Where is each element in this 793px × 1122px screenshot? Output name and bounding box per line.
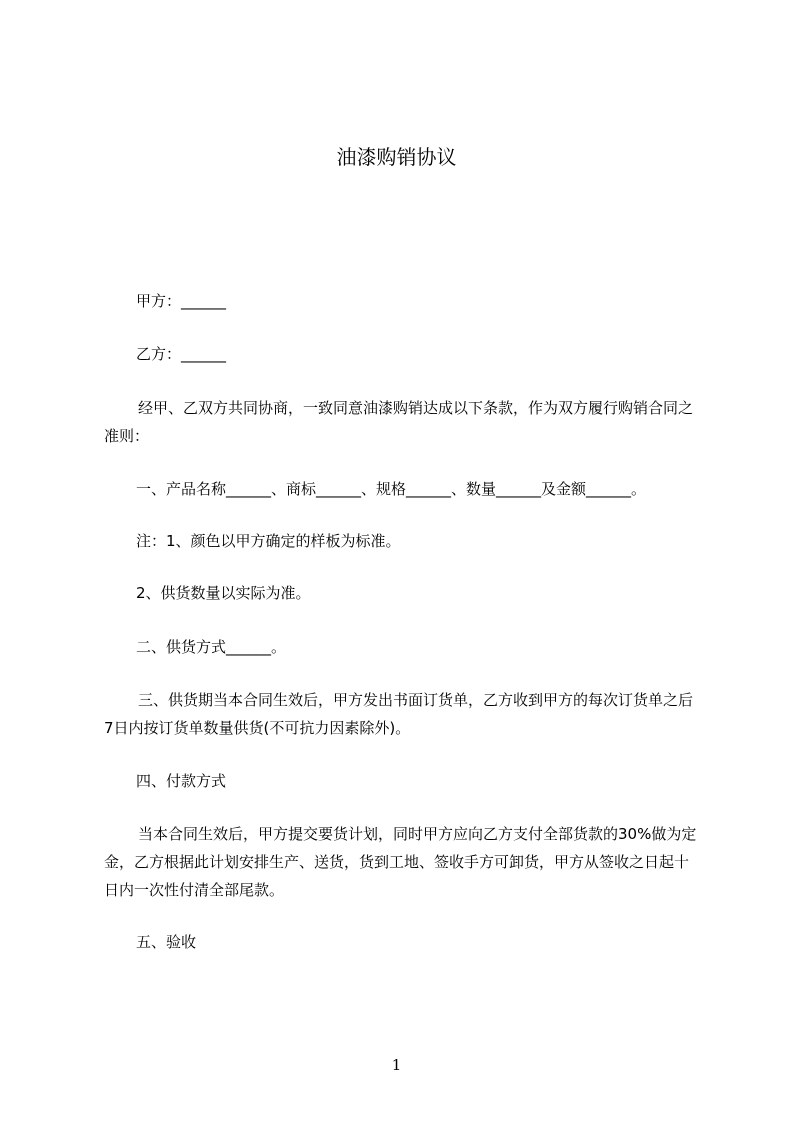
- intro-paragraph: 经甲、乙双方共同协商，一致同意油漆购销达成以下条款，作为双方履行购销合同之准则：: [104, 399, 694, 445]
- note-1: 注：1、颜色以甲方确定的样板为标准。: [136, 532, 401, 550]
- clause-3: 三、供货期当本合同生效后，甲方发出书面订货单，乙方收到甲方的每次订货单之后7日内按订货单数量供货(不可抗力因素除外)。: [104, 691, 694, 737]
- clause-1: 一、产品名称______、商标______、规格______、数量______及金额______。: [136, 480, 647, 498]
- document-title: 油漆购销协议: [336, 145, 457, 169]
- party-b-line: 乙方：______: [136, 345, 227, 363]
- clause-5-heading: 五、验收: [136, 933, 197, 951]
- clause-2: 二、供货方式______。: [136, 638, 287, 656]
- clause-4-body: 当本合同生效后，甲方提交要货计划，同时甲方应向乙方支付全部货款的30%做为定金，乙方根据此计划安排生产、送货，货到工地、签收手方可卸货，甲方从签收之日起十日内一次性付清全部尾款。: [104, 825, 697, 899]
- note-2: 2、供货数量以实际为准。: [136, 584, 311, 602]
- party-a-line: 甲方：______: [136, 292, 227, 310]
- clause-4-heading: 四、付款方式: [136, 772, 227, 790]
- page-number: 1: [391, 1056, 402, 1074]
